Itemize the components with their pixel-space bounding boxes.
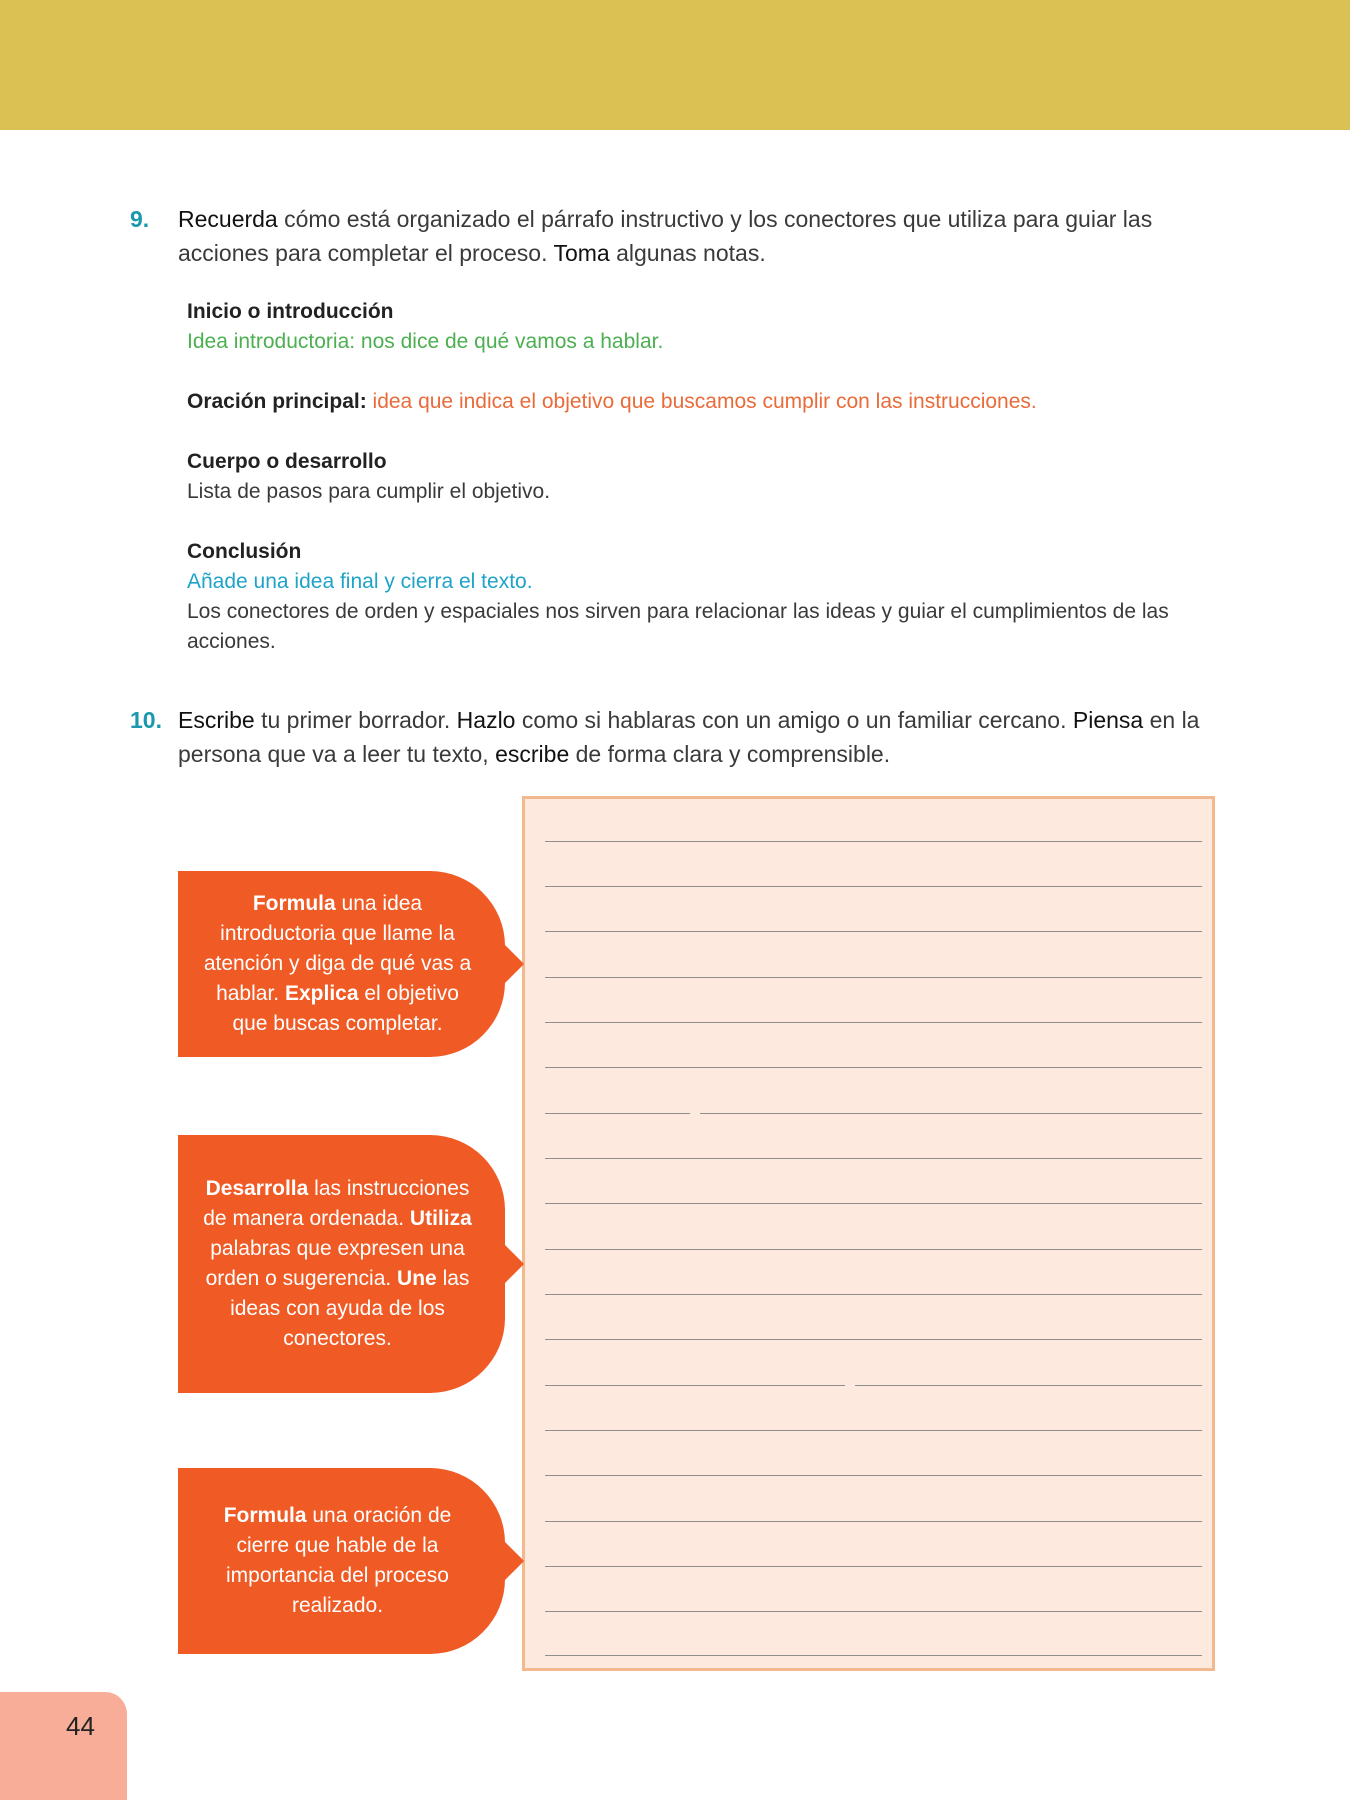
action-verb: Hazlo [456,707,516,733]
exercise-number: 10. [130,707,162,733]
exercise-instruction: Escribe tu primer borrador. Hazlo como si hablaras con un amigo o un familiar cercano. Piensa en la persona que va a leer tu texto, escribe de forma clara y comprensible. [178,707,1200,767]
action-verb: Piensa [1072,707,1144,733]
note-text: idea que indica el objetivo que buscamos cumplir con las instrucciones. [366,390,1037,413]
action-verb: Toma [553,240,610,266]
exercise-10 [130,703,1230,771]
action-verb: escribe [495,741,570,767]
writing-line [855,1385,1202,1386]
writing-line [700,1113,1202,1114]
exercise-9 [130,202,1230,270]
writing-line [545,1339,1202,1340]
writing-line [545,1385,845,1386]
exercise-number: 9. [130,206,150,232]
exercise-instruction: Recuerda cómo está organizado el párrafo instructivo y los conectores que utiliza para guiar las acciones para completar el proceso. Toma algunas notas. [178,206,1153,266]
note-text: Añade una idea final y cierra el texto. [187,570,533,593]
callout-text: Formula una idea introductoria que llame la atención y diga de qué vas a hablar. Explica el objetivo que buscas completar. [203,892,472,1035]
writing-line [545,1611,1202,1612]
callout-introduction [178,871,505,1057]
writing-line [545,1113,690,1114]
intro-note [187,297,1207,357]
callout-conclusion [178,1468,505,1654]
writing-line [545,1067,1202,1068]
note-text: Idea introductoria: nos dice de qué vamos a hablar. [187,330,664,353]
note-heading: Inicio o introducción [187,300,394,323]
note-heading: Oración principal: [187,390,367,413]
writing-line [545,841,1202,842]
writing-line [545,1655,1202,1656]
writing-line [545,977,1202,978]
connectors-note: Los conectores de orden y espaciales nos sirven para relacionar las ideas y guiar el cumplimientos de las acciones. [187,600,1169,653]
callout-pointer [476,1537,524,1585]
writing-line [545,1521,1202,1522]
writing-line [545,1294,1202,1295]
writing-line [545,886,1202,887]
callout-development [178,1135,505,1393]
writing-line [545,1430,1202,1431]
body-note [187,447,1207,507]
page-number-tab [0,1692,127,1800]
action-verb: Escribe [178,707,255,733]
callout-text: Formula una oración de cierre que hable de la importancia del proceso realizado. [223,1504,452,1617]
page-number: 44 [66,1711,95,1741]
writing-line [545,1203,1202,1204]
writing-line [545,931,1202,932]
writing-line [545,1249,1202,1250]
callout-pointer [476,1240,524,1288]
callout-text: Desarrolla las instrucciones de manera ordenada. Utiliza palabras que expresen una orden o sugerencia. Une las ideas con ayuda de los conectores. [203,1177,472,1350]
writing-area[interactable] [522,796,1215,1671]
main-sentence-note [187,387,1207,417]
callout-pointer [476,940,524,988]
note-text: Lista de pasos para cumplir el objetivo. [187,480,551,503]
action-verb: Recuerda [178,206,278,232]
note-heading: Cuerpo o desarrollo [187,450,387,473]
writing-line [545,1475,1202,1476]
conclusion-note [187,537,1207,657]
writing-line [545,1158,1202,1159]
note-heading: Conclusión [187,540,302,563]
writing-line [545,1566,1202,1567]
header-band [0,0,1350,130]
writing-line [545,1022,1202,1023]
